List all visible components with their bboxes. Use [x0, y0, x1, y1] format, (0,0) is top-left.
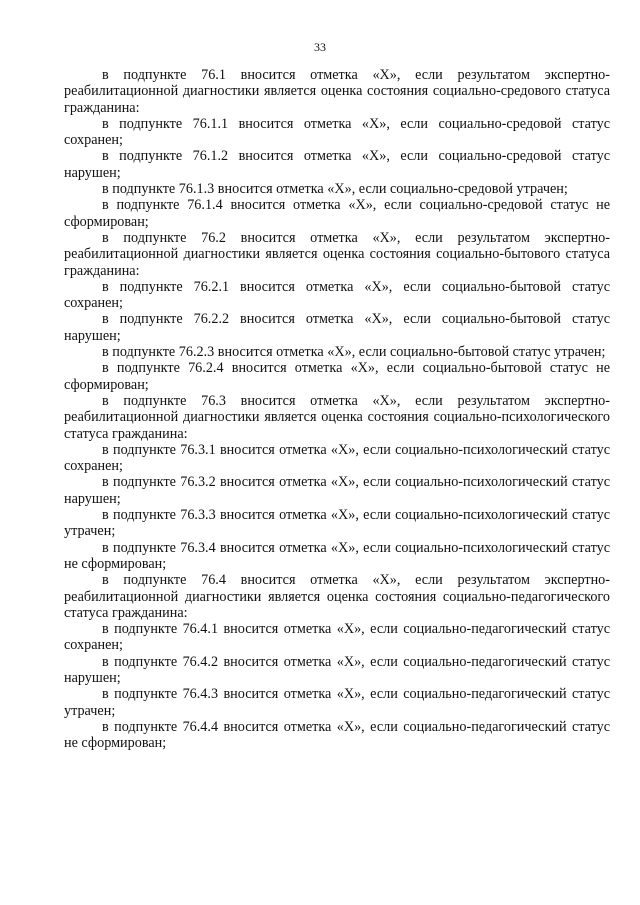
paragraph-76-4-3	[64, 686, 610, 719]
paragraph-text: в подпункте 76.3.1 вносится отметка «X», если социально-психологический статус сохранен;	[64, 441, 610, 475]
paragraph-76-2	[64, 230, 610, 279]
paragraph-76-2-2	[64, 311, 610, 344]
paragraph-76-4-1	[64, 621, 610, 654]
paragraph-text: в подпункте 76.2.2 вносится отметка «X», если социально-бытовой статус нарушен;	[64, 311, 610, 344]
paragraph-text: в подпункте 76.3 вносится отметка «X», если результатом экспертно-реабилитационной диагностики является оценка состояния социально-психологического статуса гражданина:	[64, 392, 610, 442]
paragraph-text: в подпункте 76.4.1 вносится отметка «X», если социально-педагогический статус сохранен;	[64, 621, 610, 654]
paragraph-text: в подпункте 76.1.1 вносится отметка «X», если социально-средовой статус сохранен;	[64, 115, 610, 149]
page-number: 33	[314, 40, 326, 54]
document-body	[64, 67, 610, 751]
paragraph-text: в подпункте 76.3.3 вносится отметка «X», если социально-психологический статус утрачен;	[64, 507, 610, 540]
paragraph-text: в подпункте 76.3.4 вносится отметка «X», если социально-психологический статус не сформирован;	[64, 539, 610, 572]
paragraph-76-3	[64, 393, 610, 442]
paragraph-text: в подпункте 76.4.3 вносится отметка «X», если социально-педагогический статус утрачен;	[64, 686, 610, 719]
paragraph-text: в подпункте 76.4 вносится отметка «X», если результатом экспертно-реабилитационной диагностики является оценка состояния социально-педагогического статуса гражданина:	[64, 572, 610, 621]
paragraph-76-1-4	[64, 197, 610, 230]
paragraph-76-3-2	[64, 474, 610, 507]
paragraph-text: в подпункте 76.4.4 вносится отметка «X», если социально-педагогический статус не сформирован;	[64, 718, 610, 752]
paragraph-text: в подпункте 76.4.2 вносится отметка «X», если социально-педагогический статус нарушен;	[64, 653, 610, 686]
paragraph-76-3-4	[64, 540, 610, 573]
paragraph-text: в подпункте 76.1.3 вносится отметка «X», если социально-средовой утрачен;	[102, 181, 568, 198]
paragraph-76-4-4	[64, 719, 610, 752]
paragraph-76-4	[64, 572, 610, 621]
paragraph-text: в подпункте 76.1.2 вносится отметка «X», если социально-средовой статус нарушен;	[64, 148, 610, 181]
paragraph-76-1-3	[64, 181, 610, 197]
paragraph-text: в подпункте 76.2.3 вносится отметка «X», если социально-бытовой статус утрачен;	[102, 344, 606, 361]
paragraph-text: в подпункте 76.1 вносится отметка «X», если результатом экспертно-реабилитационной диагностики является оценка состояния социально-средового статуса гражданина:	[64, 67, 610, 116]
paragraph-76-2-1	[64, 279, 610, 312]
paragraph-76-2-4	[64, 360, 610, 393]
paragraph-text: в подпункте 76.2.1 вносится отметка «X», если социально-бытовой статус сохранен;	[64, 278, 610, 312]
paragraph-76-3-3	[64, 507, 610, 540]
paragraph-text: в подпункте 76.2 вносится отметка «X», если результатом экспертно-реабилитационной диагностики является оценка состояния социально-бытового статуса гражданина:	[64, 229, 610, 279]
paragraph-76-4-2	[64, 654, 610, 687]
paragraph-76-1	[64, 67, 610, 116]
paragraph-76-2-3	[64, 344, 610, 360]
paragraph-text: в подпункте 76.3.2 вносится отметка «X», если социально-психологический статус нарушен;	[64, 474, 610, 507]
paragraph-text: в подпункте 76.1.4 вносится отметка «X», если социально-средовой статус не сформирован;	[64, 197, 610, 230]
paragraph-76-1-2	[64, 148, 610, 181]
paragraph-76-1-1	[64, 116, 610, 149]
paragraph-76-3-1	[64, 442, 610, 475]
paragraph-text: в подпункте 76.2.4 вносится отметка «X», если социально-бытовой статус не сформирован;	[64, 360, 610, 393]
